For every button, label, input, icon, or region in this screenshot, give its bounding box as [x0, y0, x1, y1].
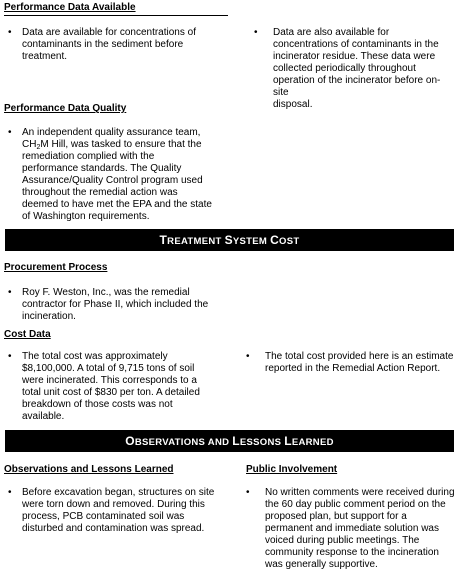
- performance-data-quality-text: [22, 127, 237, 223]
- quality-line-1: An independent quality assurance team,: [22, 127, 201, 138]
- cost-data-heading: Cost Data: [4, 329, 51, 340]
- quality-rest: remediation complied with the performance standards. The Quality Assurance/Quality Control program used throughout the remedial action was deemed to have met the EPA and the state of Washington requirements.: [22, 151, 212, 222]
- ch2m-subscript: 2: [36, 144, 41, 151]
- procurement-process-heading: Procurement Process: [4, 262, 108, 273]
- public-involvement-text: No written comments were received during the 60 day public comment period on the proposed plan, but support for a permanent and immediate solution was voiced during public meetings. The community response to the incineration was generally supportive.: [265, 487, 455, 570]
- bullet-icon: •: [8, 127, 12, 138]
- ch2m-prefix: CH: [22, 139, 37, 150]
- bullet-icon: •: [246, 351, 250, 362]
- bullet-icon: •: [8, 287, 12, 298]
- procurement-process-text: Roy F. Weston, Inc., was the remedial contractor for Phase II, which included the incineration.: [22, 287, 209, 322]
- treatment-system-cost-banner: TREATMENT SYSTEM COST: [5, 229, 454, 251]
- bullet-icon: •: [254, 27, 258, 38]
- performance-data-right-text: Data are also available for concentrations of contaminants in the incinerator residue. These data were collected periodically throughout operation of the incinerator before on-site disposal.: [273, 27, 441, 110]
- bullet-icon: •: [246, 487, 250, 498]
- observations-heading: Observations and Lessons Learned: [4, 464, 174, 475]
- quality-line-2: M Hill, was tasked to ensure that the: [40, 139, 202, 150]
- section-divider: [4, 15, 228, 16]
- observations-lessons-banner: OBSERVATIONS AND LESSONS LEARNED: [5, 430, 454, 452]
- bullet-icon: •: [8, 27, 12, 38]
- performance-data-quality-heading: Performance Data Quality: [4, 103, 127, 114]
- public-involvement-heading: Public Involvement: [246, 464, 338, 475]
- performance-data-available-heading: Performance Data Available: [4, 2, 136, 13]
- bullet-icon: •: [8, 351, 12, 362]
- bullet-icon: •: [8, 487, 12, 498]
- cost-data-right-text: The total cost provided here is an estimate reported in the Remedial Action Report.: [265, 351, 454, 374]
- observations-text: Before excavation began, structures on site were torn down and removed. During this process, PCB contaminated soil was disturbed and contamination was spread.: [22, 487, 215, 534]
- performance-data-left-text: Data are available for concentrations of contaminants in the sediment before treatment.: [22, 27, 196, 62]
- cost-data-left-text: The total cost was approximately $8,100,000. A total of 9,715 tons of soil were incinerated. This corresponds to a total unit cost of $830 per ton. A detailed breakdown of those costs was not available.: [22, 351, 200, 422]
